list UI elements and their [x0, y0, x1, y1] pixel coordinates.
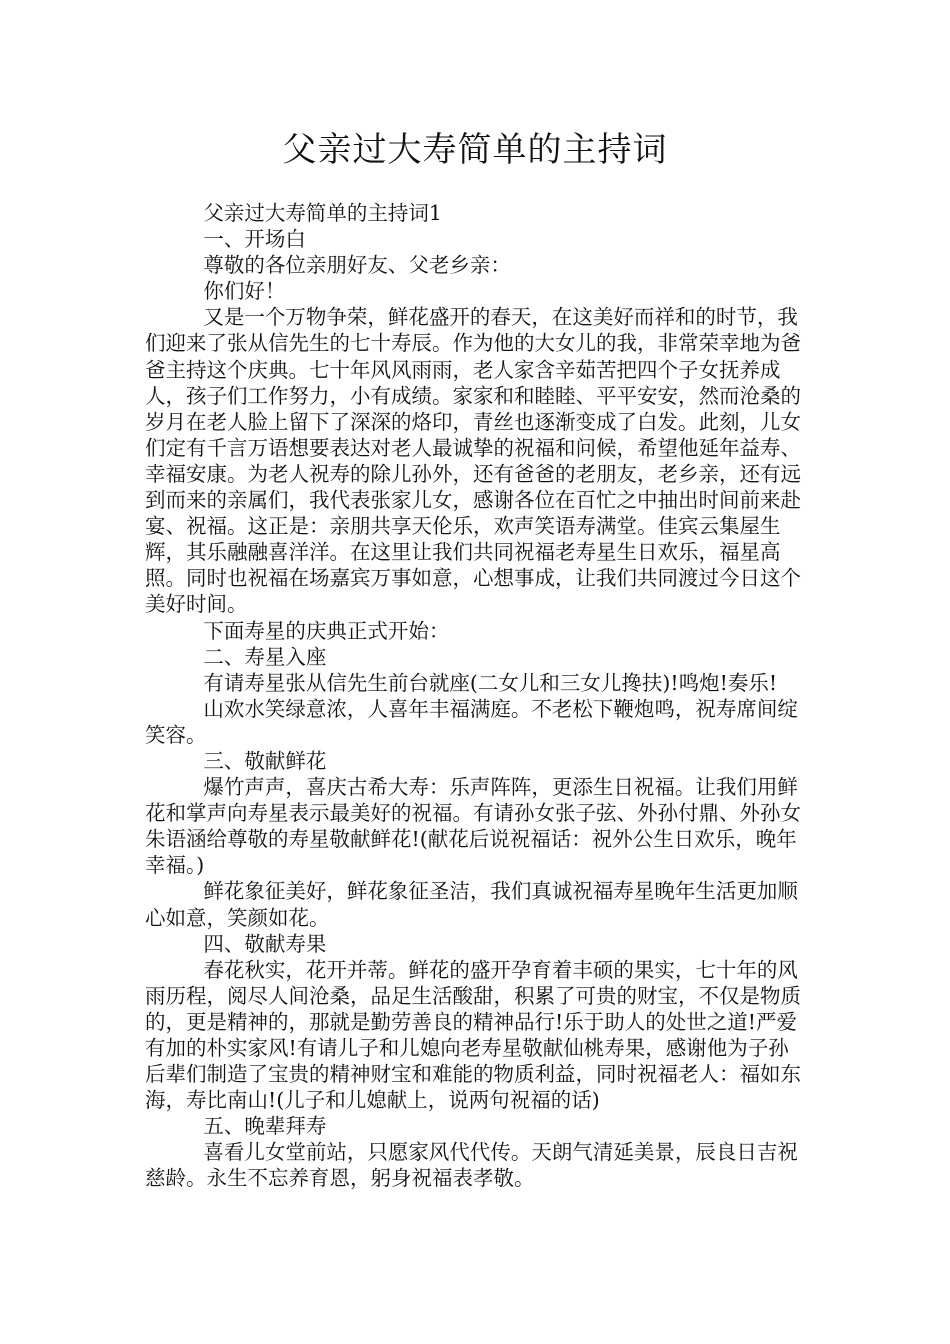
- greeting-paragraph: 你们好！: [203, 279, 286, 304]
- body-paragraph: 爆竹声声，喜庆古希大寿：乐声阵阵，更添生日祝福。让我们用鲜花和掌声向寿星表示最美好的祝福。有请孙女张子弦、外孙付鼎、外孙女朱语涵给尊敬的寿星敬献鲜花!(献花后说祝福话：祝外公生日欢乐，晚年幸福。): [145, 775, 801, 878]
- greeting-paragraph: 尊敬的各位亲朋好友、父老乡亲：: [203, 253, 511, 278]
- section-heading-opening: 一、开场白: [203, 227, 306, 252]
- body-paragraph: 又是一个万物争荣，鲜花盛开的春天，在这美好而祥和的时节，我们迎来了张从信先生的七十寿辰。作为他的大女儿的我，非常荣幸地为爸爸主持这个庆典。七十年风风雨雨，老人家含辛茹苦把四个子女抚养成人，孩子们工作努力，小有成绩。家家和和睦睦、平平安安，然而沧桑的岁月在老人脸上留下了深深的烙印，青丝也逐渐变成了白发。此刻，儿女们定有千言万语想要表达对老人最诚挚的祝福和问候，希望他延年益寿、幸福安康。为老人祝寿的除儿孙外，还有爸爸的老朋友，老乡亲，还有远到而来的亲属们，我代表张家儿女，感谢各位在百忙之中抽出时间前来赴宴、祝福。这正是：亲朋共享天伦乐，欢声笑语寿满堂。佳宾云集屋生辉，其乐融融喜洋洋。在这里让我们共同祝福老寿星生日欢乐，福星高照。同时也祝福在场嘉宾万事如意，心想事成，让我们共同渡过今日这个美好时间。: [145, 305, 801, 617]
- subtitle-paragraph: 父亲过大寿简单的主持词1: [203, 201, 442, 225]
- body-paragraph: 有请寿星张从信先生前台就座(二女儿和三女儿搀扶)!鸣炮!奏乐!: [203, 670, 778, 695]
- body-paragraph: 春花秋实，花开并蒂。鲜花的盛开孕育着丰硕的果实，七十年的风雨历程，阅尽人间沧桑，品足生活酸甜，积累了可贵的财宝，不仅是物质的，更是精神的，那就是勤劳善良的精神品行!乐于助人的处世之道!严爱有加的朴实家风!有请儿子和儿媳向老寿星敬献仙桃寿果，感谢他为子孙后辈们制造了宝贵的精神财宝和难能的物质利益，同时祝福老人：福如东海，寿比南山!(儿子和儿媳献上，说两句祝福的话): [145, 957, 801, 1113]
- document-body: [145, 200, 807, 1192]
- section-heading-flowers: 三、敬献鲜花: [203, 748, 327, 773]
- section-heading-seating: 二、寿星入座: [203, 644, 327, 669]
- section-heading-fruits: 四、敬献寿果: [203, 931, 327, 956]
- section-heading-greetings: 五、晚辈拜寿: [203, 1114, 327, 1139]
- body-paragraph: 喜看儿女堂前站，只愿家风代代传。天朗气清延美景，辰良日吉祝慈龄。永生不忘养育恩，躬身祝福表孝敬。: [145, 1140, 798, 1191]
- document-title: 父亲过大寿简单的主持词: [282, 130, 668, 170]
- body-paragraph: 鲜花象征美好，鲜花象征圣洁，我们真诚祝福寿星晚年生活更加顺心如意，笑颜如花。: [145, 879, 798, 930]
- body-paragraph: 下面寿星的庆典正式开始：: [203, 618, 450, 643]
- body-paragraph: 山欢水笑绿意浓，人喜年丰福满庭。不老松下鞭炮鸣，祝寿席间绽笑容。: [145, 696, 798, 747]
